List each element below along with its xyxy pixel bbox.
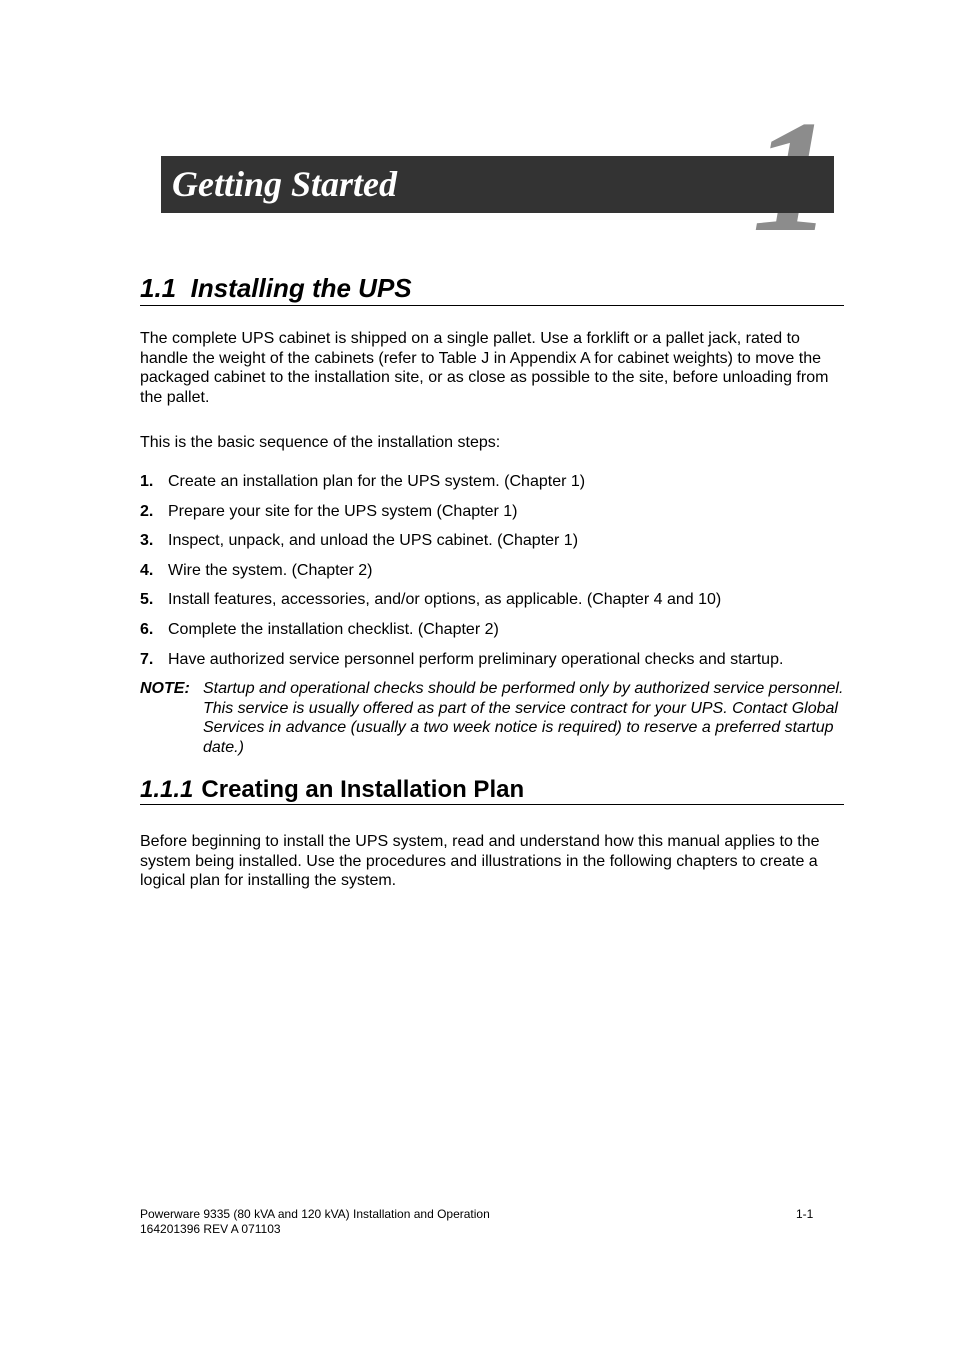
step-number: 1. [140, 473, 154, 490]
step-number: 7. [140, 650, 154, 668]
chapter-title: Getting Started [172, 164, 398, 204]
list-item [140, 531, 846, 561]
list-item [140, 472, 846, 502]
subsection-heading [140, 775, 844, 805]
step-number: 6. [140, 620, 154, 638]
step-text: Inspect, unpack, and unload the UPS cabinet. (Chapter 1) [168, 532, 579, 550]
list-item [140, 650, 846, 680]
section-title: Installing the UPS [190, 273, 412, 303]
step-text: Wire the system. (Chapter 2) [168, 561, 373, 579]
subsection-title: Creating an Installation Plan [201, 776, 525, 803]
section-heading [140, 272, 844, 306]
sequence-intro: This is the basic sequence of the installation steps: [140, 434, 501, 451]
footer-title: Powerware 9335 (80 kVA and 120 kVA) Installation and Operation [140, 1207, 490, 1221]
list-item [140, 561, 846, 591]
step-text: Create an installation plan for the UPS system. (Chapter 1) [168, 473, 586, 490]
step-text: Complete the installation checklist. (Chapter 2) [168, 620, 499, 638]
step-text: Install features, accessories, and/or options, as applicable. (Chapter 4 and 10) [168, 591, 722, 609]
note-label: NOTE: [140, 680, 190, 697]
page-number: 1-1 [796, 1207, 814, 1221]
section-number: 1.1 [140, 273, 177, 303]
subsection-number: 1.1.1 [140, 776, 194, 803]
step-number: 5. [140, 591, 154, 609]
step-text: Have authorized service personnel perform preliminary operational checks and startup. [168, 650, 784, 668]
list-item [140, 502, 846, 532]
list-item [140, 590, 846, 620]
installation-steps-list [140, 472, 846, 679]
step-number: 2. [140, 502, 154, 520]
step-number: 3. [140, 532, 154, 550]
intro-paragraph: The complete UPS cabinet is shipped on a single pallet. Use a forklift or a pallet jack, rated to handle the weight of the cabinets (refer to Table J in Appendix A for cabinet weights) to move the packaged cabinet to the installation site, or as close as possible to the site, before unloading from the pallet. [140, 330, 829, 406]
page-footer [140, 1207, 490, 1237]
step-number: 4. [140, 561, 154, 579]
footer-revision: 164201396 REV A 071103 [140, 1222, 281, 1236]
list-item [140, 620, 846, 650]
step-text: Prepare your site for the UPS system (Chapter 1) [168, 502, 518, 520]
note-text: Startup and operational checks should be performed only by authorized service personnel. This service is usually offered as part of the service contract for your UPS. Contact Global Services in advance (usually a two week notice is required) to reserve a preferred startup date.) [203, 680, 844, 756]
subsection-body: Before beginning to install the UPS system, read and understand how this manual applies to the system being installed. Use the procedures and illustrations in the following chapters to create a logical plan for installing the system. [140, 833, 820, 890]
